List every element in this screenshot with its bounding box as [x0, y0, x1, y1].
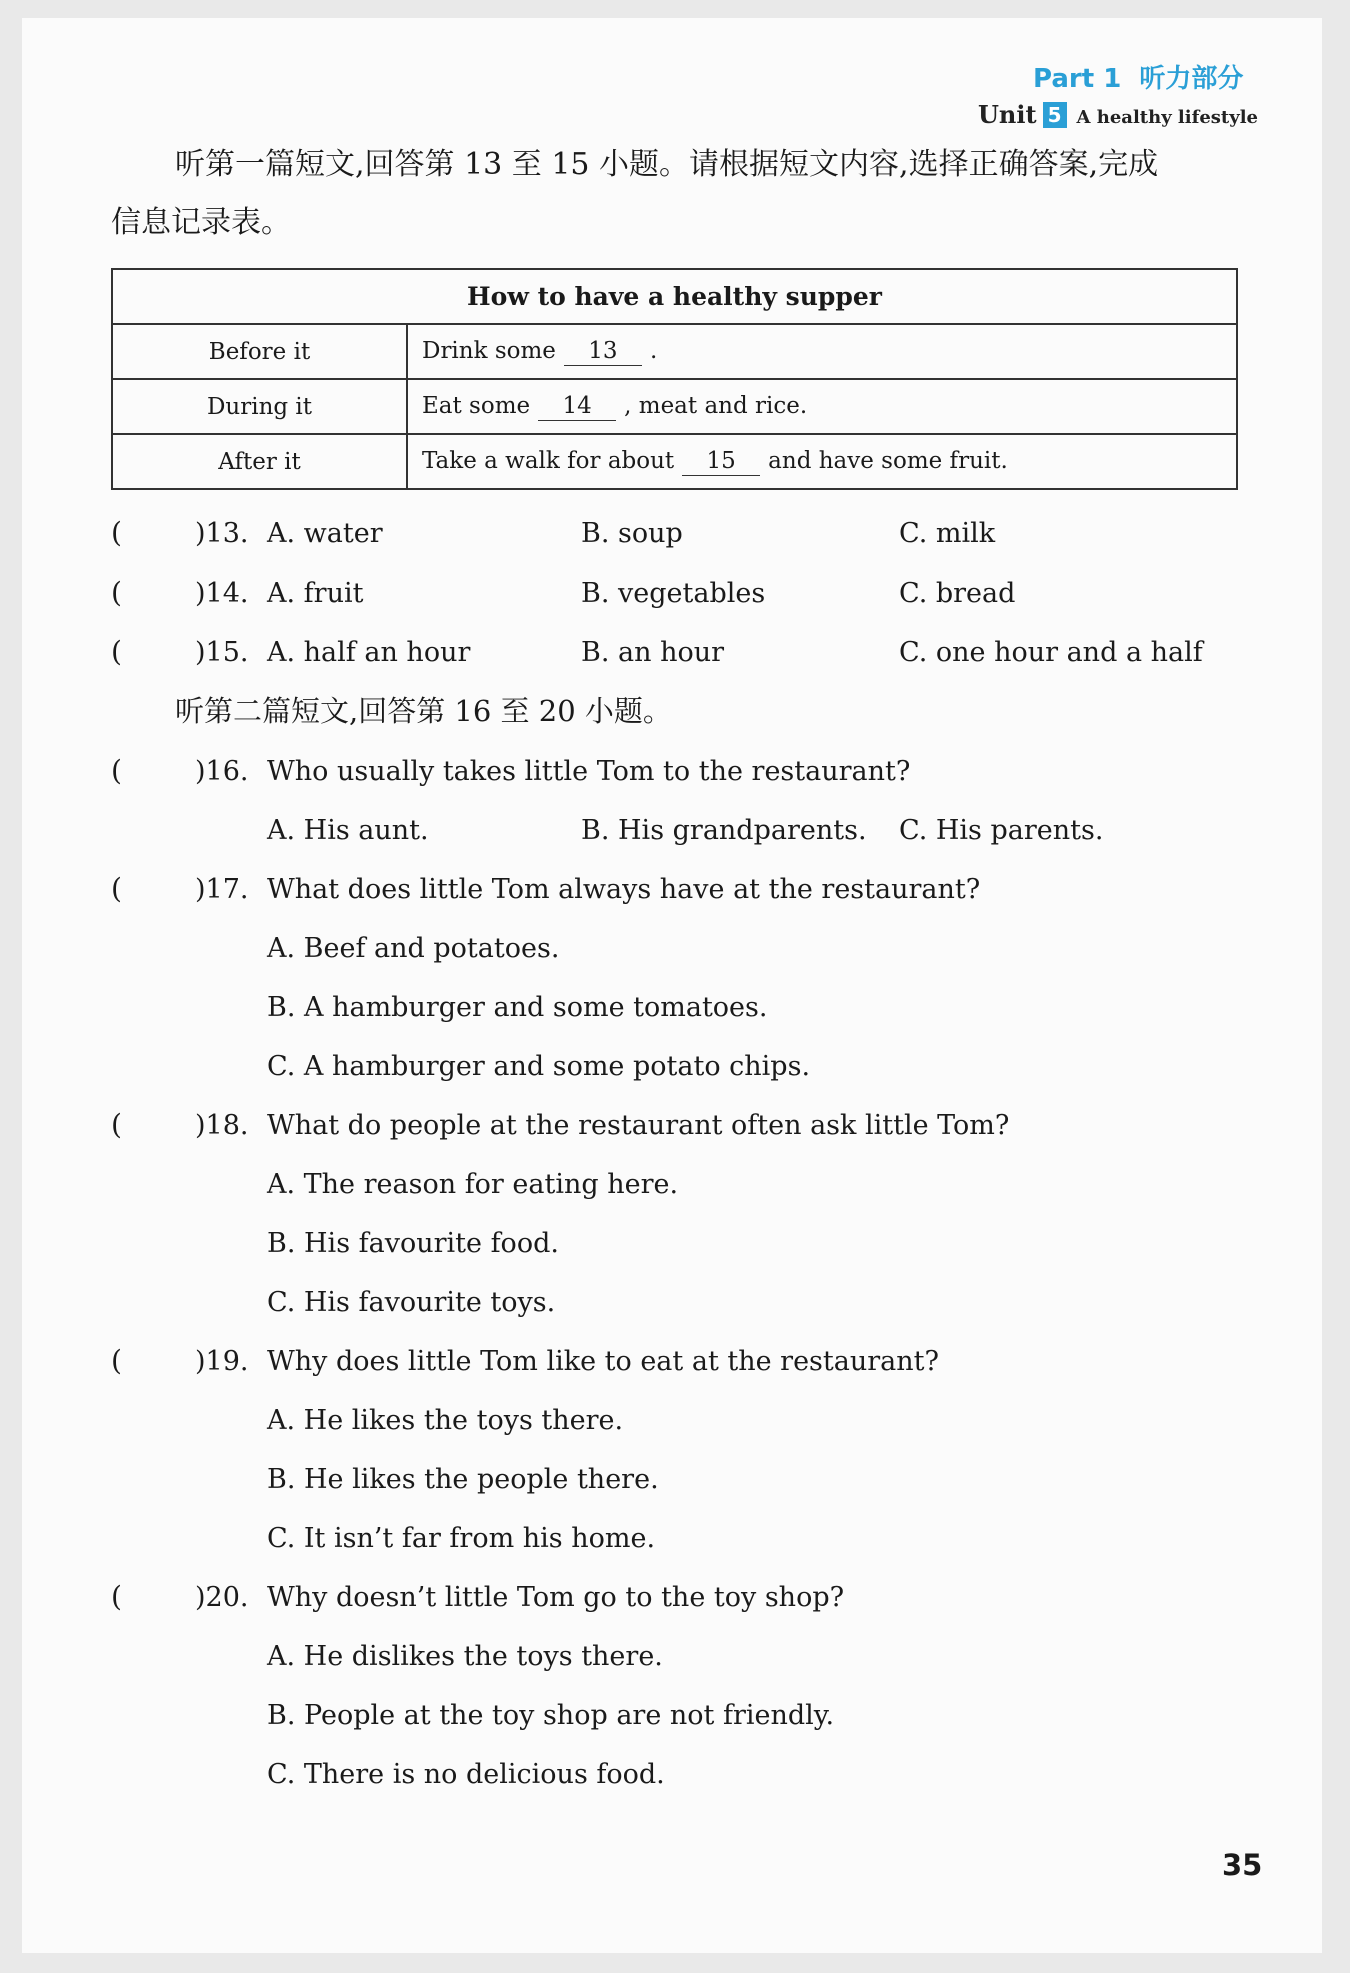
q14-option-c: C. bread [899, 578, 1016, 609]
answer-paren-16[interactable]: ( [111, 754, 122, 787]
q14-option-b: B. vegetables [581, 578, 766, 609]
q17-option-a: A. Beef and potatoes. [267, 933, 560, 964]
q18-number: )18. [195, 1110, 249, 1141]
row-content [407, 324, 1237, 379]
answer-paren-19[interactable]: ( [111, 1344, 122, 1377]
q16-number: )16. [195, 756, 249, 787]
q18-option-a: A. The reason for eating here. [267, 1169, 679, 1200]
q19-option-c: C. It isn’t far from his home. [267, 1523, 656, 1554]
row-text: Drink some [422, 338, 556, 364]
q16-option-c: C. His parents. [899, 815, 1104, 846]
q18-option-c: C. His favourite toys. [267, 1287, 556, 1318]
q14-number: )14. [195, 578, 249, 609]
part-label: Part 1 [1033, 64, 1122, 94]
intro1-line1: 听第一篇短文,回答第 13 至 15 小题。请根据短文内容,选择正确答案,完成 [175, 147, 1159, 182]
q17-number: )17. [195, 874, 249, 905]
row-text: . [649, 338, 658, 364]
intro2: 听第二篇短文,回答第 16 至 20 小题。 [175, 694, 672, 728]
q17-question: What does little Tom always have at the restaurant? [267, 874, 981, 905]
row-text: , meat and rice. [624, 393, 808, 419]
info-record-table [111, 268, 1238, 490]
q18-question: What do people at the restaurant often ask little Tom? [267, 1110, 1010, 1141]
answer-paren-13[interactable]: ( [111, 516, 122, 549]
q13-option-a: A. water [267, 518, 383, 549]
q19-number: )19. [195, 1346, 249, 1377]
row-content [407, 379, 1237, 434]
q20-option-a: A. He dislikes the toys there. [267, 1641, 663, 1672]
row-text: Take a walk for about [422, 448, 675, 474]
table-row [112, 379, 1237, 434]
row-label: After it [112, 434, 407, 489]
q15-number: )15. [195, 637, 249, 668]
table-row [112, 324, 1237, 379]
row-text: Eat some [422, 393, 531, 419]
q14-option-a: A. fruit [267, 578, 364, 609]
q13-number: )13. [195, 518, 249, 549]
part-title: 听力部分 [1139, 64, 1244, 94]
q20-option-c: C. There is no delicious food. [267, 1759, 665, 1790]
unit-label: Unit [978, 100, 1037, 129]
unit-heading [978, 100, 1258, 129]
q19-option-b: B. He likes the people there. [267, 1464, 659, 1495]
q16-option-a: A. His aunt. [267, 815, 429, 846]
q13-option-b: B. soup [581, 518, 683, 549]
answer-paren-18[interactable]: ( [111, 1108, 122, 1141]
q15-option-a: A. half an hour [267, 637, 471, 668]
row-label: During it [112, 379, 407, 434]
q15-option-c: C. one hour and a half [899, 637, 1203, 668]
intro1-line2: 信息记录表。 [111, 205, 291, 240]
q17-option-b: B. A hamburger and some tomatoes. [267, 992, 768, 1023]
answer-paren-17[interactable]: ( [111, 872, 122, 905]
unit-title: A healthy lifestyle [1076, 107, 1258, 128]
q16-question: Who usually takes little Tom to the restaurant? [267, 756, 911, 787]
answer-paren-15[interactable]: ( [111, 635, 122, 668]
q20-option-b: B. People at the toy shop are not friendly. [267, 1700, 835, 1731]
table-title: How to have a healthy supper [112, 269, 1237, 324]
answer-blank-15[interactable]: 15 [682, 447, 760, 476]
q20-number: )20. [195, 1582, 249, 1613]
row-label: Before it [112, 324, 407, 379]
q20-question: Why doesn’t little Tom go to the toy shop? [267, 1582, 845, 1613]
part-heading [1033, 58, 1243, 95]
q17-option-c: C. A hamburger and some potato chips. [267, 1051, 811, 1082]
q16-option-b: B. His grandparents. [581, 815, 867, 846]
answer-blank-13[interactable]: 13 [564, 337, 642, 366]
q18-option-b: B. His favourite food. [267, 1228, 559, 1259]
page-number: 35 [1222, 1848, 1263, 1882]
table-row [112, 434, 1237, 489]
unit-number-badge: 5 [1043, 102, 1067, 128]
row-text: and have some fruit. [768, 448, 1008, 474]
answer-paren-20[interactable]: ( [111, 1580, 122, 1613]
answer-paren-14[interactable]: ( [111, 576, 122, 609]
answer-blank-14[interactable]: 14 [538, 392, 616, 421]
q13-option-c: C. milk [899, 518, 996, 549]
row-content [407, 434, 1237, 489]
q19-option-a: A. He likes the toys there. [267, 1405, 624, 1436]
q15-option-b: B. an hour [581, 637, 725, 668]
q19-question: Why does little Tom like to eat at the restaurant? [267, 1346, 939, 1377]
